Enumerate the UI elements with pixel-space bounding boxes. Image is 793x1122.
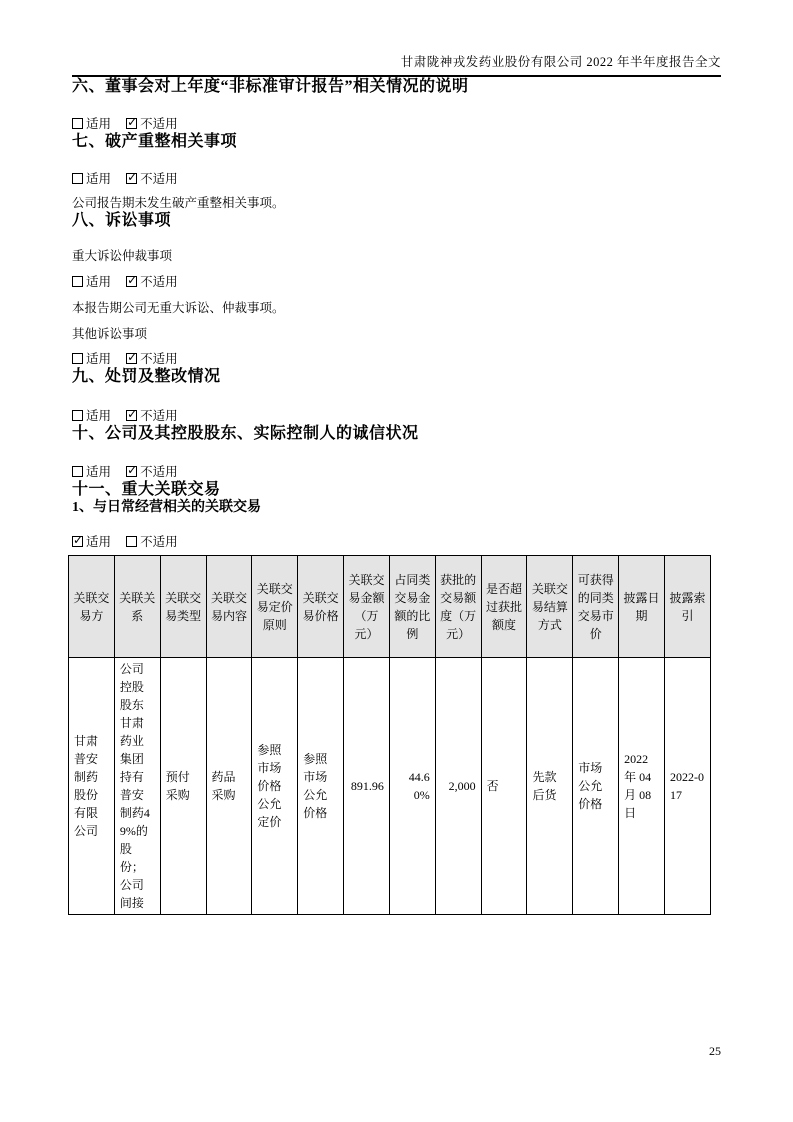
applicability-line-s7 — [72, 172, 721, 187]
header-title: 甘肃陇神戎发药业股份有限公司 2022 年半年度报告全文 — [400, 55, 721, 69]
col-header-settlement-method: 关联交易结算方式 — [527, 556, 573, 658]
section-11-heading: 十一、重大关联交易 — [72, 481, 221, 498]
applicable-label: 适用 — [86, 535, 112, 549]
applicable-label: 适用 — [86, 409, 112, 423]
col-header-transaction-price: 关联交易价格 — [298, 556, 344, 658]
cell-transaction-content: 药品采购 — [206, 658, 252, 915]
section-8-note: 本报告期公司无重大诉讼、仲裁事项。 — [72, 301, 285, 315]
cell-market-price: 市场公允价格 — [573, 658, 619, 915]
not-applicable-option — [126, 275, 178, 289]
section-7-heading: 七、破产重整相关事项 — [72, 133, 238, 150]
not-applicable-label: 不适用 — [140, 117, 178, 131]
not-applicable-label: 不适用 — [140, 352, 178, 366]
applicable-option — [72, 117, 111, 131]
col-header-market-price: 可获得的同类交易市价 — [573, 556, 619, 658]
checkbox-applicable-icon — [72, 536, 83, 547]
applicable-label: 适用 — [86, 117, 112, 131]
cell-pricing-principle: 参照市场价格公允定价 — [252, 658, 298, 915]
col-header-transaction-content: 关联交易内容 — [206, 556, 252, 658]
checkbox-not-applicable-icon — [126, 410, 137, 421]
cell-transaction-price: 参照市场公允价格 — [298, 658, 344, 915]
checkbox-not-applicable-icon — [126, 466, 137, 477]
checkbox-applicable-icon — [72, 353, 83, 364]
applicability-line-s8-1 — [72, 275, 721, 290]
cell-exceeds-quota: 否 — [481, 658, 527, 915]
checkbox-not-applicable-icon — [126, 353, 137, 364]
section-8-subtitle-major-litigation: 重大诉讼仲裁事项 — [72, 249, 173, 263]
checkbox-not-applicable-icon — [126, 276, 137, 287]
cell-settlement-method: 先款后货 — [527, 658, 573, 915]
cell-disclosure-date: 2022 年 04 月 08 日 — [619, 658, 665, 915]
applicable-option — [72, 465, 111, 479]
col-header-approved-quota: 获批的交易额度（万元） — [435, 556, 481, 658]
col-header-exceeds-quota: 是否超过获批额度 — [481, 556, 527, 658]
applicable-option — [72, 535, 111, 549]
page-header — [72, 54, 721, 70]
section-9-heading: 九、处罚及整改情况 — [72, 368, 221, 385]
col-header-transaction-type: 关联交易类型 — [160, 556, 206, 658]
not-applicable-option — [126, 117, 178, 131]
col-header-transaction-amount: 关联交易金额（万元） — [344, 556, 390, 658]
applicability-line-s9 — [72, 409, 721, 424]
cell-transaction-amount: 891.96 — [344, 658, 390, 915]
checkbox-not-applicable-icon — [126, 536, 137, 547]
checkbox-not-applicable-icon — [126, 118, 137, 129]
section-11-1-subheading: 1、与日常经营相关的关联交易 — [72, 500, 261, 515]
cell-approved-quota: 2,000 — [435, 658, 481, 915]
not-applicable-option — [126, 465, 178, 479]
section-8-heading: 八、诉讼事项 — [72, 212, 172, 229]
applicable-label: 适用 — [86, 172, 112, 186]
not-applicable-label: 不适用 — [140, 409, 178, 423]
not-applicable-option — [126, 172, 178, 186]
col-header-disclosure-date: 披露日期 — [619, 556, 665, 658]
applicability-line-s6 — [72, 117, 721, 132]
applicability-line-s8-2 — [72, 352, 721, 367]
section-7-note: 公司报告期未发生破产重整相关事项。 — [72, 196, 285, 210]
not-applicable-option — [126, 352, 178, 366]
section-6-heading: 六、董事会对上年度“非标准审计报告”相关情况的说明 — [72, 78, 469, 95]
applicable-label: 适用 — [86, 275, 112, 289]
section-8-subtitle-other-litigation: 其他诉讼事项 — [72, 327, 148, 341]
related-transactions-table — [68, 555, 711, 915]
cell-related-party: 甘肃普安制药股份有限公司 — [69, 658, 115, 915]
not-applicable-label: 不适用 — [140, 465, 178, 479]
applicable-option — [72, 409, 111, 423]
col-header-disclosure-index: 披露索引 — [664, 556, 710, 658]
not-applicable-option — [126, 535, 178, 549]
table-data-row — [69, 658, 711, 915]
not-applicable-label: 不适用 — [140, 535, 178, 549]
checkbox-not-applicable-icon — [126, 173, 137, 184]
not-applicable-label: 不适用 — [140, 172, 178, 186]
cell-disclosure-index: 2022-017 — [664, 658, 710, 915]
applicable-option — [72, 275, 111, 289]
applicable-label: 适用 — [86, 465, 112, 479]
related-transactions-table-wrap — [68, 555, 721, 915]
cell-relationship: 公司控股股东甘肃药业集团持有普安制药49%的股份；公司间接 — [114, 658, 160, 915]
applicable-option — [72, 172, 111, 186]
cell-transaction-type: 预付采购 — [160, 658, 206, 915]
col-header-related-party: 关联交易方 — [69, 556, 115, 658]
applicable-label: 适用 — [86, 352, 112, 366]
col-header-pricing-principle: 关联交易定价原则 — [252, 556, 298, 658]
cell-proportion: 44.60% — [389, 658, 435, 915]
col-header-proportion: 占同类交易金额的比例 — [389, 556, 435, 658]
section-10-heading: 十、公司及其控股股东、实际控制人的诚信状况 — [72, 425, 419, 442]
checkbox-applicable-icon — [72, 410, 83, 421]
applicability-line-s11 — [72, 535, 721, 550]
applicability-line-s10 — [72, 465, 721, 480]
not-applicable-option — [126, 409, 178, 423]
checkbox-applicable-icon — [72, 276, 83, 287]
applicable-option — [72, 352, 111, 366]
col-header-relationship: 关联关系 — [114, 556, 160, 658]
checkbox-applicable-icon — [72, 466, 83, 477]
page-number: 25 — [709, 1044, 721, 1058]
table-header-row — [69, 556, 711, 658]
checkbox-applicable-icon — [72, 118, 83, 129]
checkbox-applicable-icon — [72, 173, 83, 184]
not-applicable-label: 不适用 — [140, 275, 178, 289]
